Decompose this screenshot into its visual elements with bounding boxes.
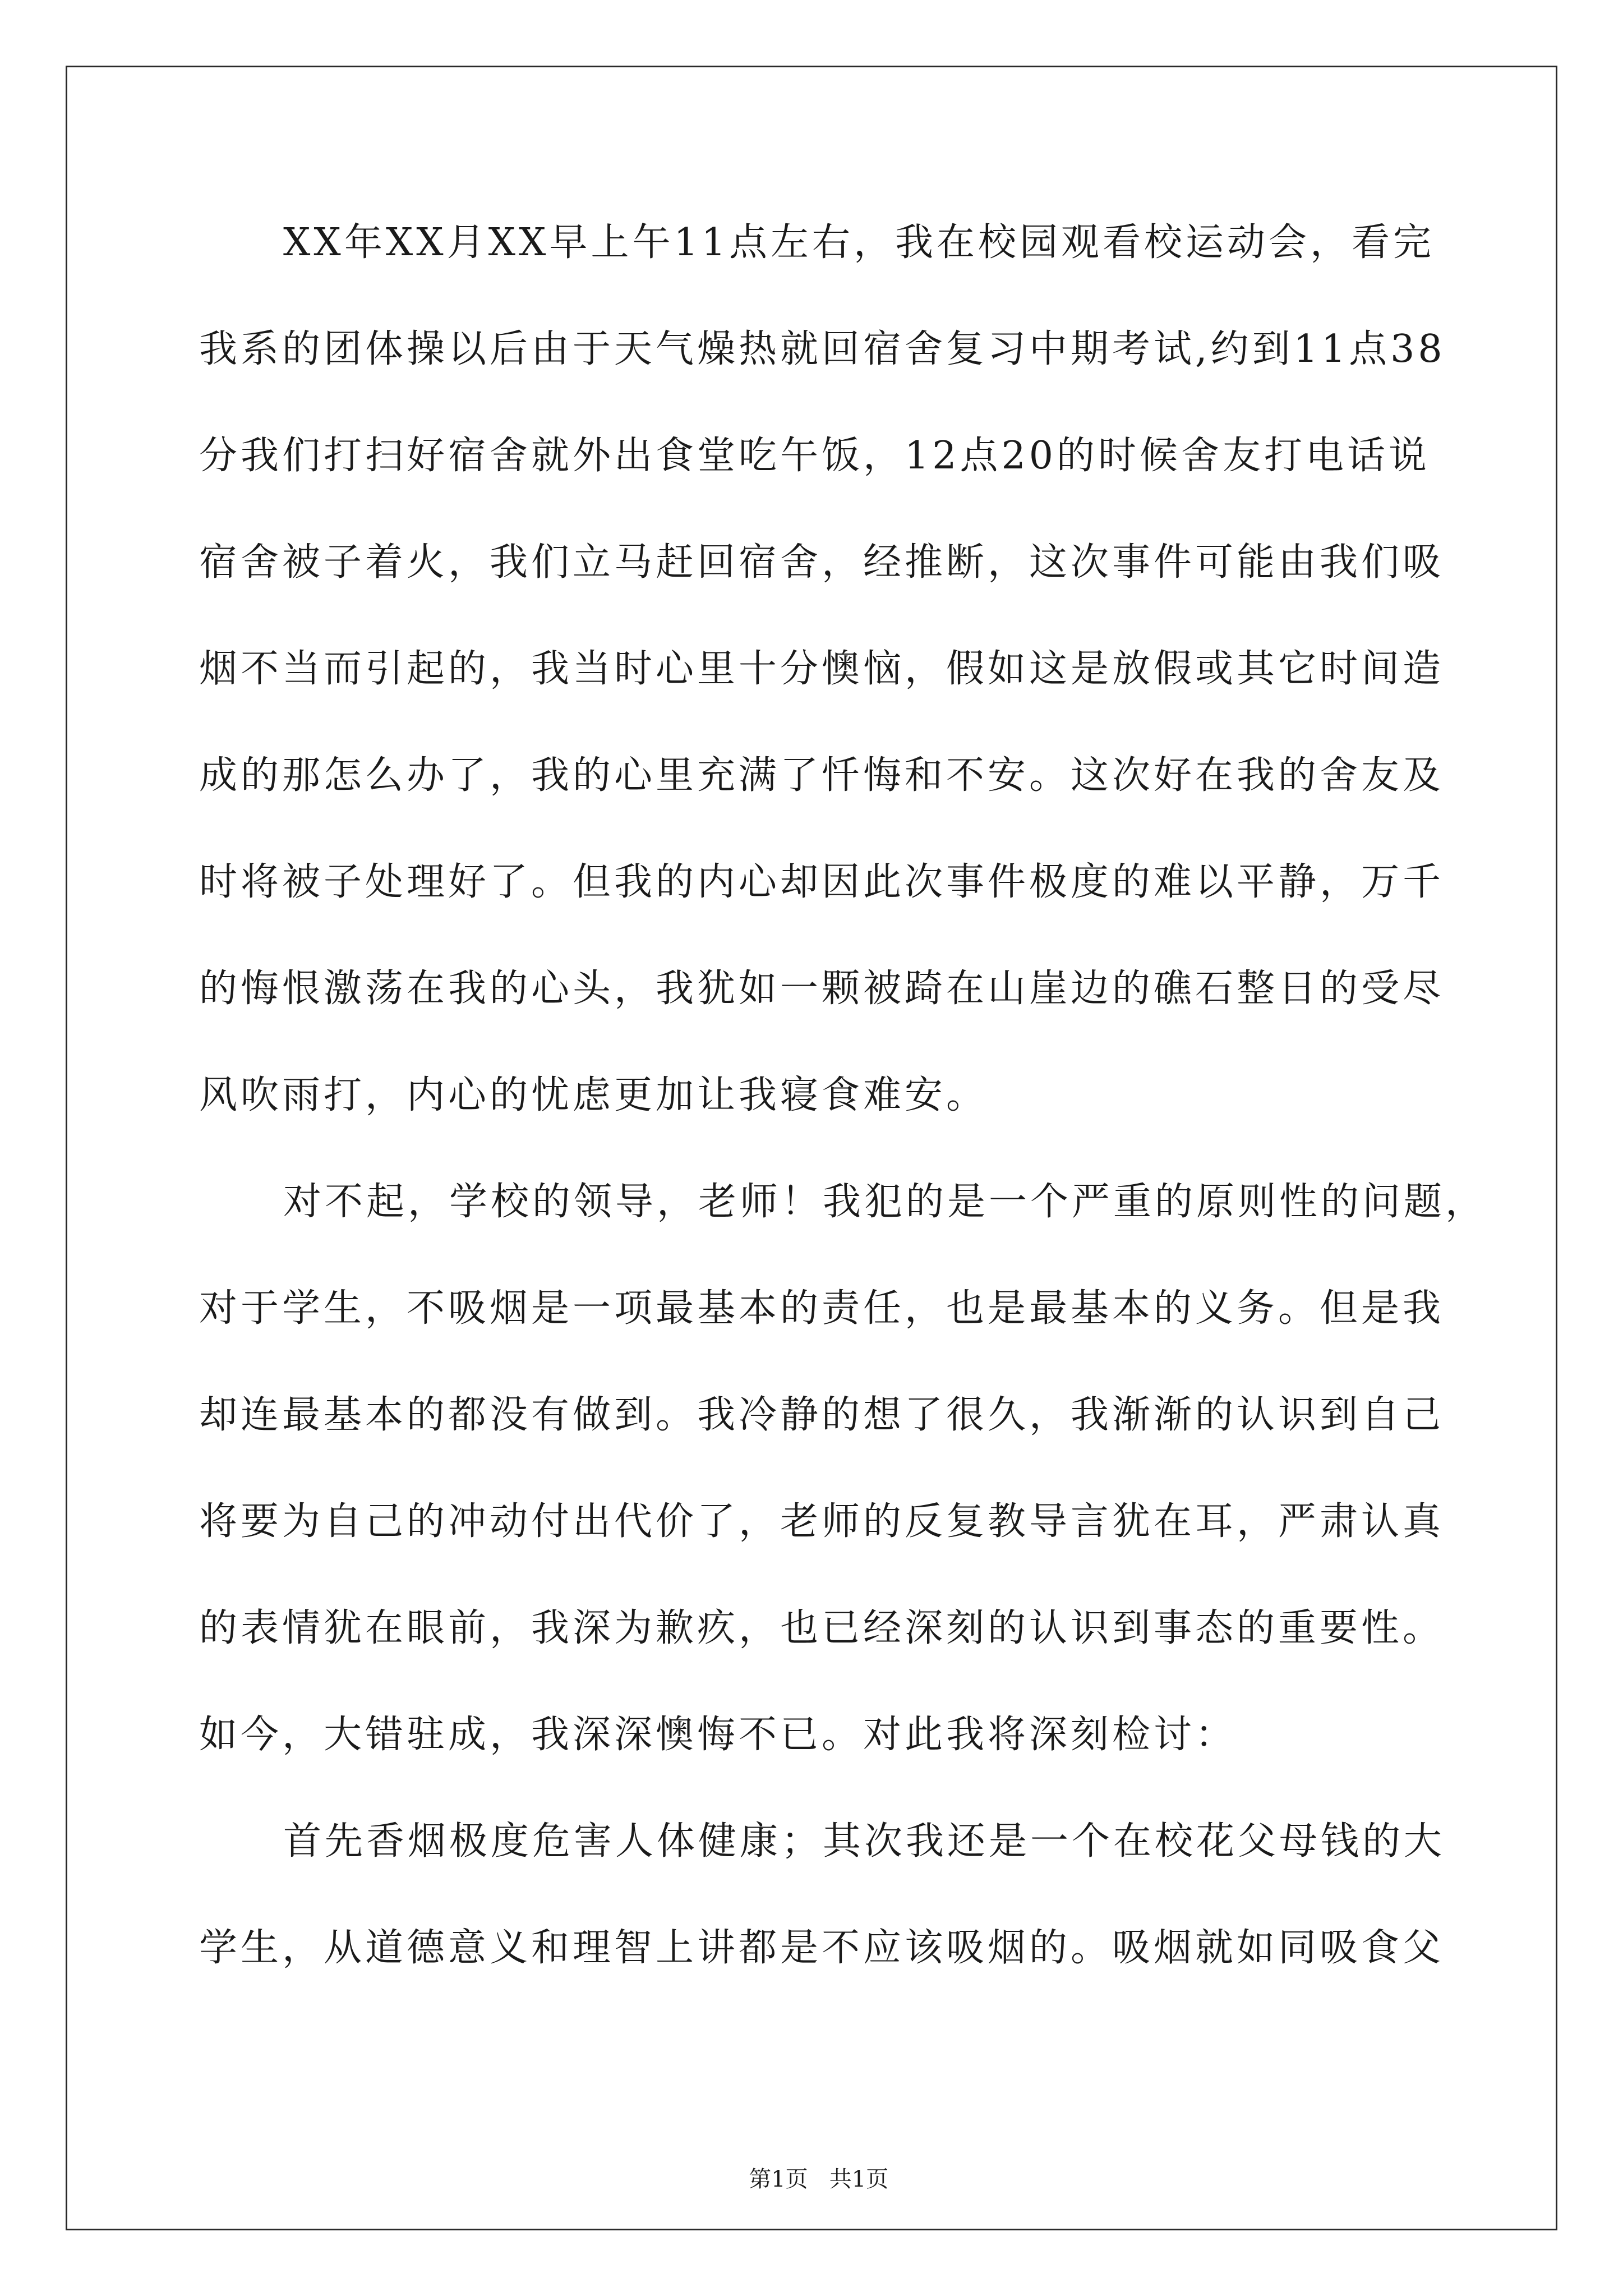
text-line: 风吹雨打，内心的忧虑更加让我寝食难安。 (199, 1073, 988, 1117)
text-line: 我系的团体操以后由于天气燥热就回宿舍复习中期考试,约到11点38 (199, 327, 1446, 371)
page-border (66, 66, 1557, 2230)
text-line: 时将被子处理好了。但我的内心却因此次事件极度的难以平静，万千 (199, 860, 1445, 904)
text-line: XX年XX月XX早上午11点左右，我在校园观看校运动会，看完 (283, 220, 1435, 265)
text-line: 烟不当而引起的，我当时心里十分懊恼，假如这是放假或其它时间造 (199, 647, 1445, 691)
text-line: 如今，大错驻成，我深深懊悔不已。对此我将深刻检讨： (199, 1713, 1237, 1757)
text-line: 对不起，学校的领导，老师！我犯的是一个严重的原则性的问题， (283, 1180, 1487, 1224)
text-line: 首先香烟极度危害人体健康；其次我还是一个在校花父母钱的大 (283, 1819, 1446, 1864)
text-line: 的悔恨激荡在我的心头，我犹如一颗被踦在山崖边的礁石整日的受尽 (199, 967, 1445, 1011)
text-line: 学生，从道德意义和理智上讲都是不应该吸烟的。吸烟就如同吸食父 (199, 1926, 1445, 1970)
text-line: 宿舍被子着火，我们立马赶回宿舍，经推断，这次事件可能由我们吸 (199, 540, 1445, 585)
page-number: 第1页 共1页 (749, 2166, 889, 2192)
text-line: 对于学生，不吸烟是一项最基本的责任，也是最基本的义务。但是我 (199, 1286, 1445, 1331)
page-footer (0, 2137, 1623, 2193)
text-line: 却连最基本的都没有做到。我冷静的想了很久，我渐渐的认识到自己 (199, 1393, 1445, 1437)
text-line: 成的那怎么办了，我的心里充满了忏悔和不安。这次好在我的舍友及 (199, 753, 1445, 798)
text-line: 将要为自己的冲动付出代价了，老师的反复教导言犹在耳，严肃认真 (199, 1499, 1445, 1544)
text-line: 分我们打扫好宿舍就外出食堂吃午饭，12点20的时候舍友打电话说 (199, 434, 1431, 478)
text-line: 的表情犹在眼前，我深为歉疚，也已经深刻的认识到事态的重要性。 (199, 1606, 1445, 1650)
